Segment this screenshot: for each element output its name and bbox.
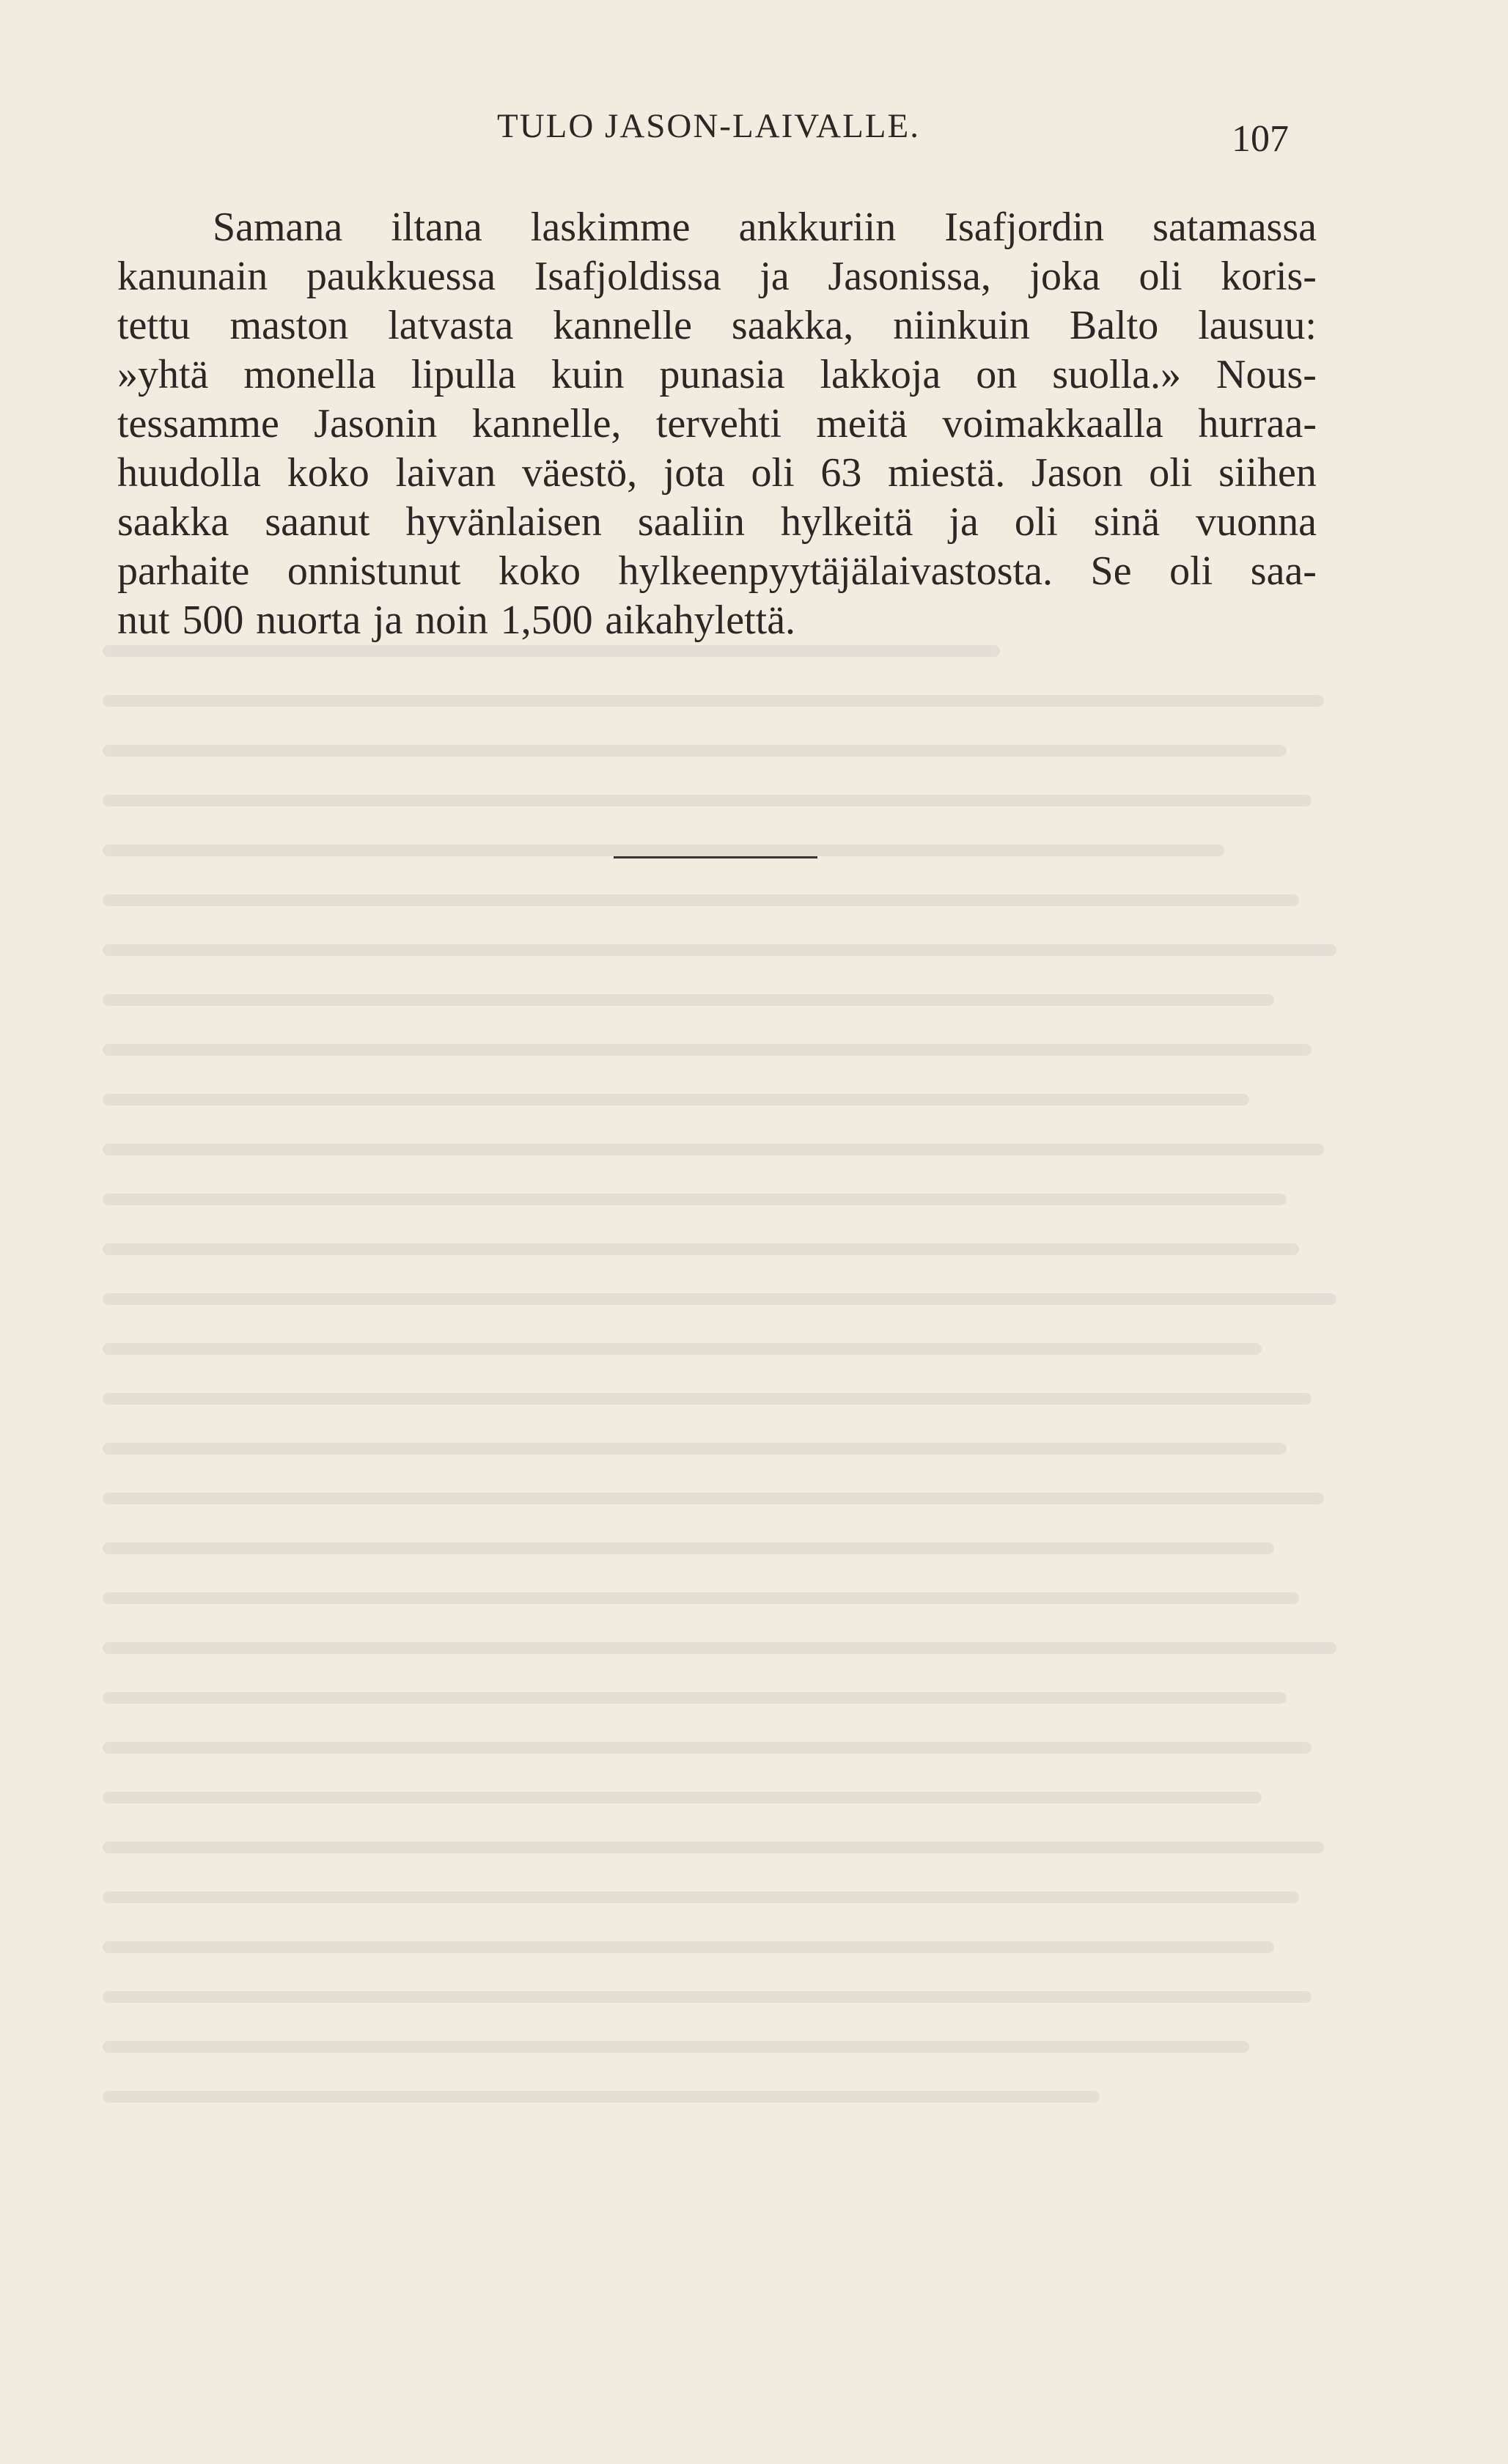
text-line [117,350,1317,400]
text-line [117,498,1317,547]
show-through-line [103,1642,1336,1654]
word: hylkeenpyytäjälaivastosta. [618,548,1053,594]
show-through-line [103,1443,1287,1455]
show-through-line [103,1842,1324,1853]
word: oli [1139,254,1183,299]
show-through-line [103,1692,1287,1704]
word: 1,500 [500,597,593,643]
word: saa- [1250,548,1317,594]
show-through-line [103,1343,1262,1355]
text-line [117,301,1317,350]
show-through-line [103,2091,1100,2103]
word: tettu [117,303,191,348]
word: hylkeitä [781,499,913,545]
text-line [117,596,1317,645]
section-divider-rule [614,856,817,858]
word: Isafjordin [944,205,1105,250]
word: saanut [265,499,370,545]
word: nuorta [256,597,361,643]
word: ankkuriin [738,205,897,250]
reverse-page-show-through [103,645,1349,2185]
show-through-line [103,745,1287,757]
word: voimakkaalla [942,401,1163,446]
show-through-line [103,1194,1287,1205]
word: Jasonin [314,401,438,446]
show-through-line [103,1393,1312,1405]
word: jota [663,450,725,496]
word: Jasonissa, [828,254,991,299]
text-line [117,400,1317,449]
text-line [117,449,1317,498]
show-through-line [103,795,1312,806]
word: kannelle, [471,401,622,446]
word: nut [117,597,170,643]
word: paukkuessa [306,254,496,299]
word: koris- [1221,254,1317,299]
word: iltana [391,205,482,250]
word: joka [1029,254,1100,299]
show-through-line [103,1592,1299,1604]
word: Se [1090,548,1132,594]
show-through-line [103,1243,1299,1255]
show-through-line [103,1941,1274,1953]
word: ja [759,254,790,299]
word: saakka [117,499,229,545]
word: ja [949,499,979,545]
word: Jason [1031,450,1123,496]
word: kanunain [117,254,268,299]
word: »yhtä [117,352,209,397]
show-through-line [103,1144,1324,1155]
show-through-line [103,1742,1312,1754]
show-through-line [103,1542,1274,1554]
word: 500 [182,597,244,643]
body-paragraph [117,203,1317,645]
word: koko [287,450,369,496]
word: onnistunut [287,548,461,594]
word: noin [415,597,488,643]
show-through-line [103,1094,1249,1106]
show-through-line [103,645,1000,657]
word: laivan [395,450,496,496]
word: suolla.» [1052,352,1182,397]
word: lakkoja [820,352,941,397]
word: kuin [551,352,625,397]
show-through-line [103,1991,1312,2003]
text-line [117,547,1317,596]
word: maston [229,303,349,348]
word: huudolla [117,450,261,496]
word: siihen [1218,450,1317,496]
word: Samana [213,205,343,250]
word: saaliin [637,499,746,545]
show-through-line [103,695,1324,707]
show-through-line [103,1044,1312,1056]
show-through-line [103,2041,1249,2053]
word: kannelle [553,303,692,348]
word: vuonna [1196,499,1317,545]
word: latvasta [388,303,514,348]
word: oli [1149,450,1193,496]
show-through-line [103,1792,1262,1803]
word: Isafjoldissa [534,254,721,299]
page-number: 107 [1232,118,1289,160]
word: Balto [1069,303,1159,348]
word: 63 [820,450,862,496]
word: aikahylettä. [605,597,796,643]
word: miestä. [888,450,1006,496]
word: monella [243,352,376,397]
show-through-line [103,944,1336,956]
text-line [117,252,1317,301]
word: hurraa- [1198,401,1317,446]
show-through-line [103,845,1224,856]
word: lipulla [411,352,516,397]
word: laskimme [530,205,691,250]
word: niinkuin [893,303,1030,348]
running-head: TULO JASON-LAIVALLE. [497,107,920,145]
word: väestö, [522,450,638,496]
word: saakka, [731,303,854,348]
word: sinä [1093,499,1161,545]
show-through-line [103,1293,1336,1305]
show-through-line [103,994,1274,1006]
word: oli [1169,548,1213,594]
word: tessamme [117,401,279,446]
word: koko [498,548,581,594]
word: on [976,352,1018,397]
word: lausuu: [1198,303,1317,348]
word: hyvänlaisen [405,499,602,545]
show-through-line [103,1891,1299,1903]
word: tervehti [655,401,781,446]
word: ja [373,597,403,643]
word: meitä [816,401,908,446]
word: satamassa [1152,205,1317,250]
word: oli [1014,499,1058,545]
show-through-line [103,1493,1324,1504]
word: Nous- [1216,352,1317,397]
show-through-line [103,894,1299,906]
word: oli [751,450,795,496]
word: punasia [659,352,785,397]
text-line [117,203,1317,252]
word: parhaite [117,548,250,594]
